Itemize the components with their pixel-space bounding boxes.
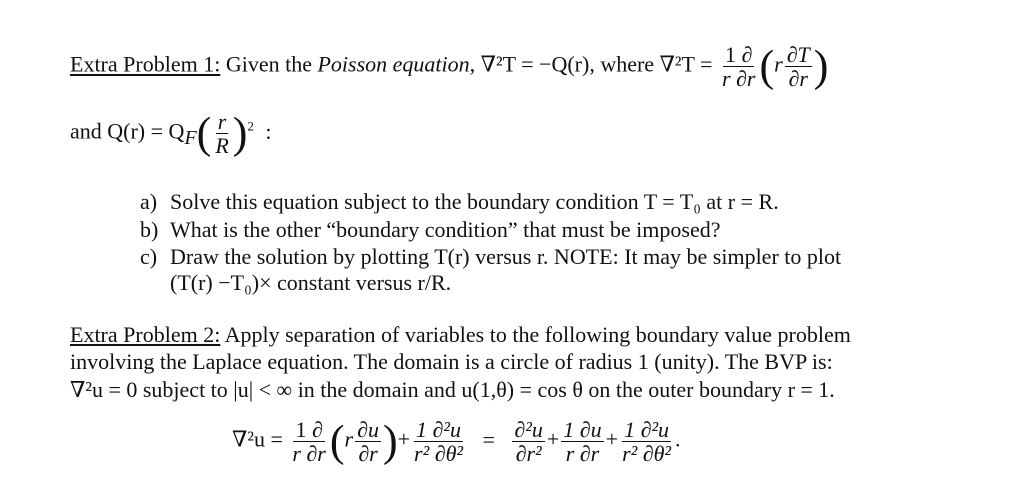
source-term: and Q(r) = Q xyxy=(70,118,185,144)
item-c: c) Draw the solution by plotting T(r) versus r. NOTE: It may be simpler to plot xyxy=(140,244,842,269)
problem1-heading: Extra Problem 1: xyxy=(70,51,221,77)
item-b: b) What is the other “boundary condition” that must be imposed? xyxy=(140,217,721,242)
item-a: a) Solve this equation subject to the boundary condition T = T₀ at r = R. xyxy=(140,189,779,214)
poisson-equation: , ∇²T = −Q(r), where ∇²T = xyxy=(469,51,713,77)
source-term-line: and $Q(r) = Q_F$( $\frac{r}{R}$ )$^2$ : xyxy=(70,108,272,159)
problem1-intro: Given the xyxy=(220,51,318,77)
item-c-continuation: (T(r) −T₀)× constant versus r/R. xyxy=(170,270,452,295)
r-over-R-fraction: $\frac{r}{R}$ xyxy=(215,109,229,159)
problem2-line1: Extra Problem 2: Apply separation of variables to the following boundary value problem xyxy=(70,322,851,347)
dT-dr-fraction: $\frac{\partial T}{\partial r}$ xyxy=(786,42,810,92)
problem2-heading: Extra Problem 2: xyxy=(70,322,221,347)
poisson-term: Poisson equation xyxy=(317,51,470,77)
laplacian-polar-equation: ∇²u = $\frac{1 \partial}{r \partial r}$ (r $\frac{\partial u}{\partial r}$ )+ $\frac{\text{1 ∂²u}}{\text{r² ∂θ²}}$ = $\frac{\text{∂²u}}{\text{∂r²}}$ + $\frac{1 \partial u}{r \partial r}$ + $\frac{\text{1 ∂²u}}{\text{r² ∂θ²}}$ . xyxy=(232,416,681,467)
problem2-line2: involving the Laplace equation. The domain is a circle of radius 1 (unity). The BVP is: xyxy=(70,349,833,374)
problem1-line1: Extra Problem 1: Given the Poisson equation, ∇²T = −Q(r), where ∇²T = $\frac{1 \partial}{r \partial r}$ (r $\frac{\partial T}{\partial r}$ ) xyxy=(70,41,829,92)
problem2-line3: ∇²u = 0 subject to |u| < ∞ in the domain and u(1,θ) = cos θ on the outer boundary r = 1. xyxy=(70,377,835,402)
laplacian-fraction: $\frac{1 \partial}{r \partial r}$ xyxy=(721,42,756,92)
